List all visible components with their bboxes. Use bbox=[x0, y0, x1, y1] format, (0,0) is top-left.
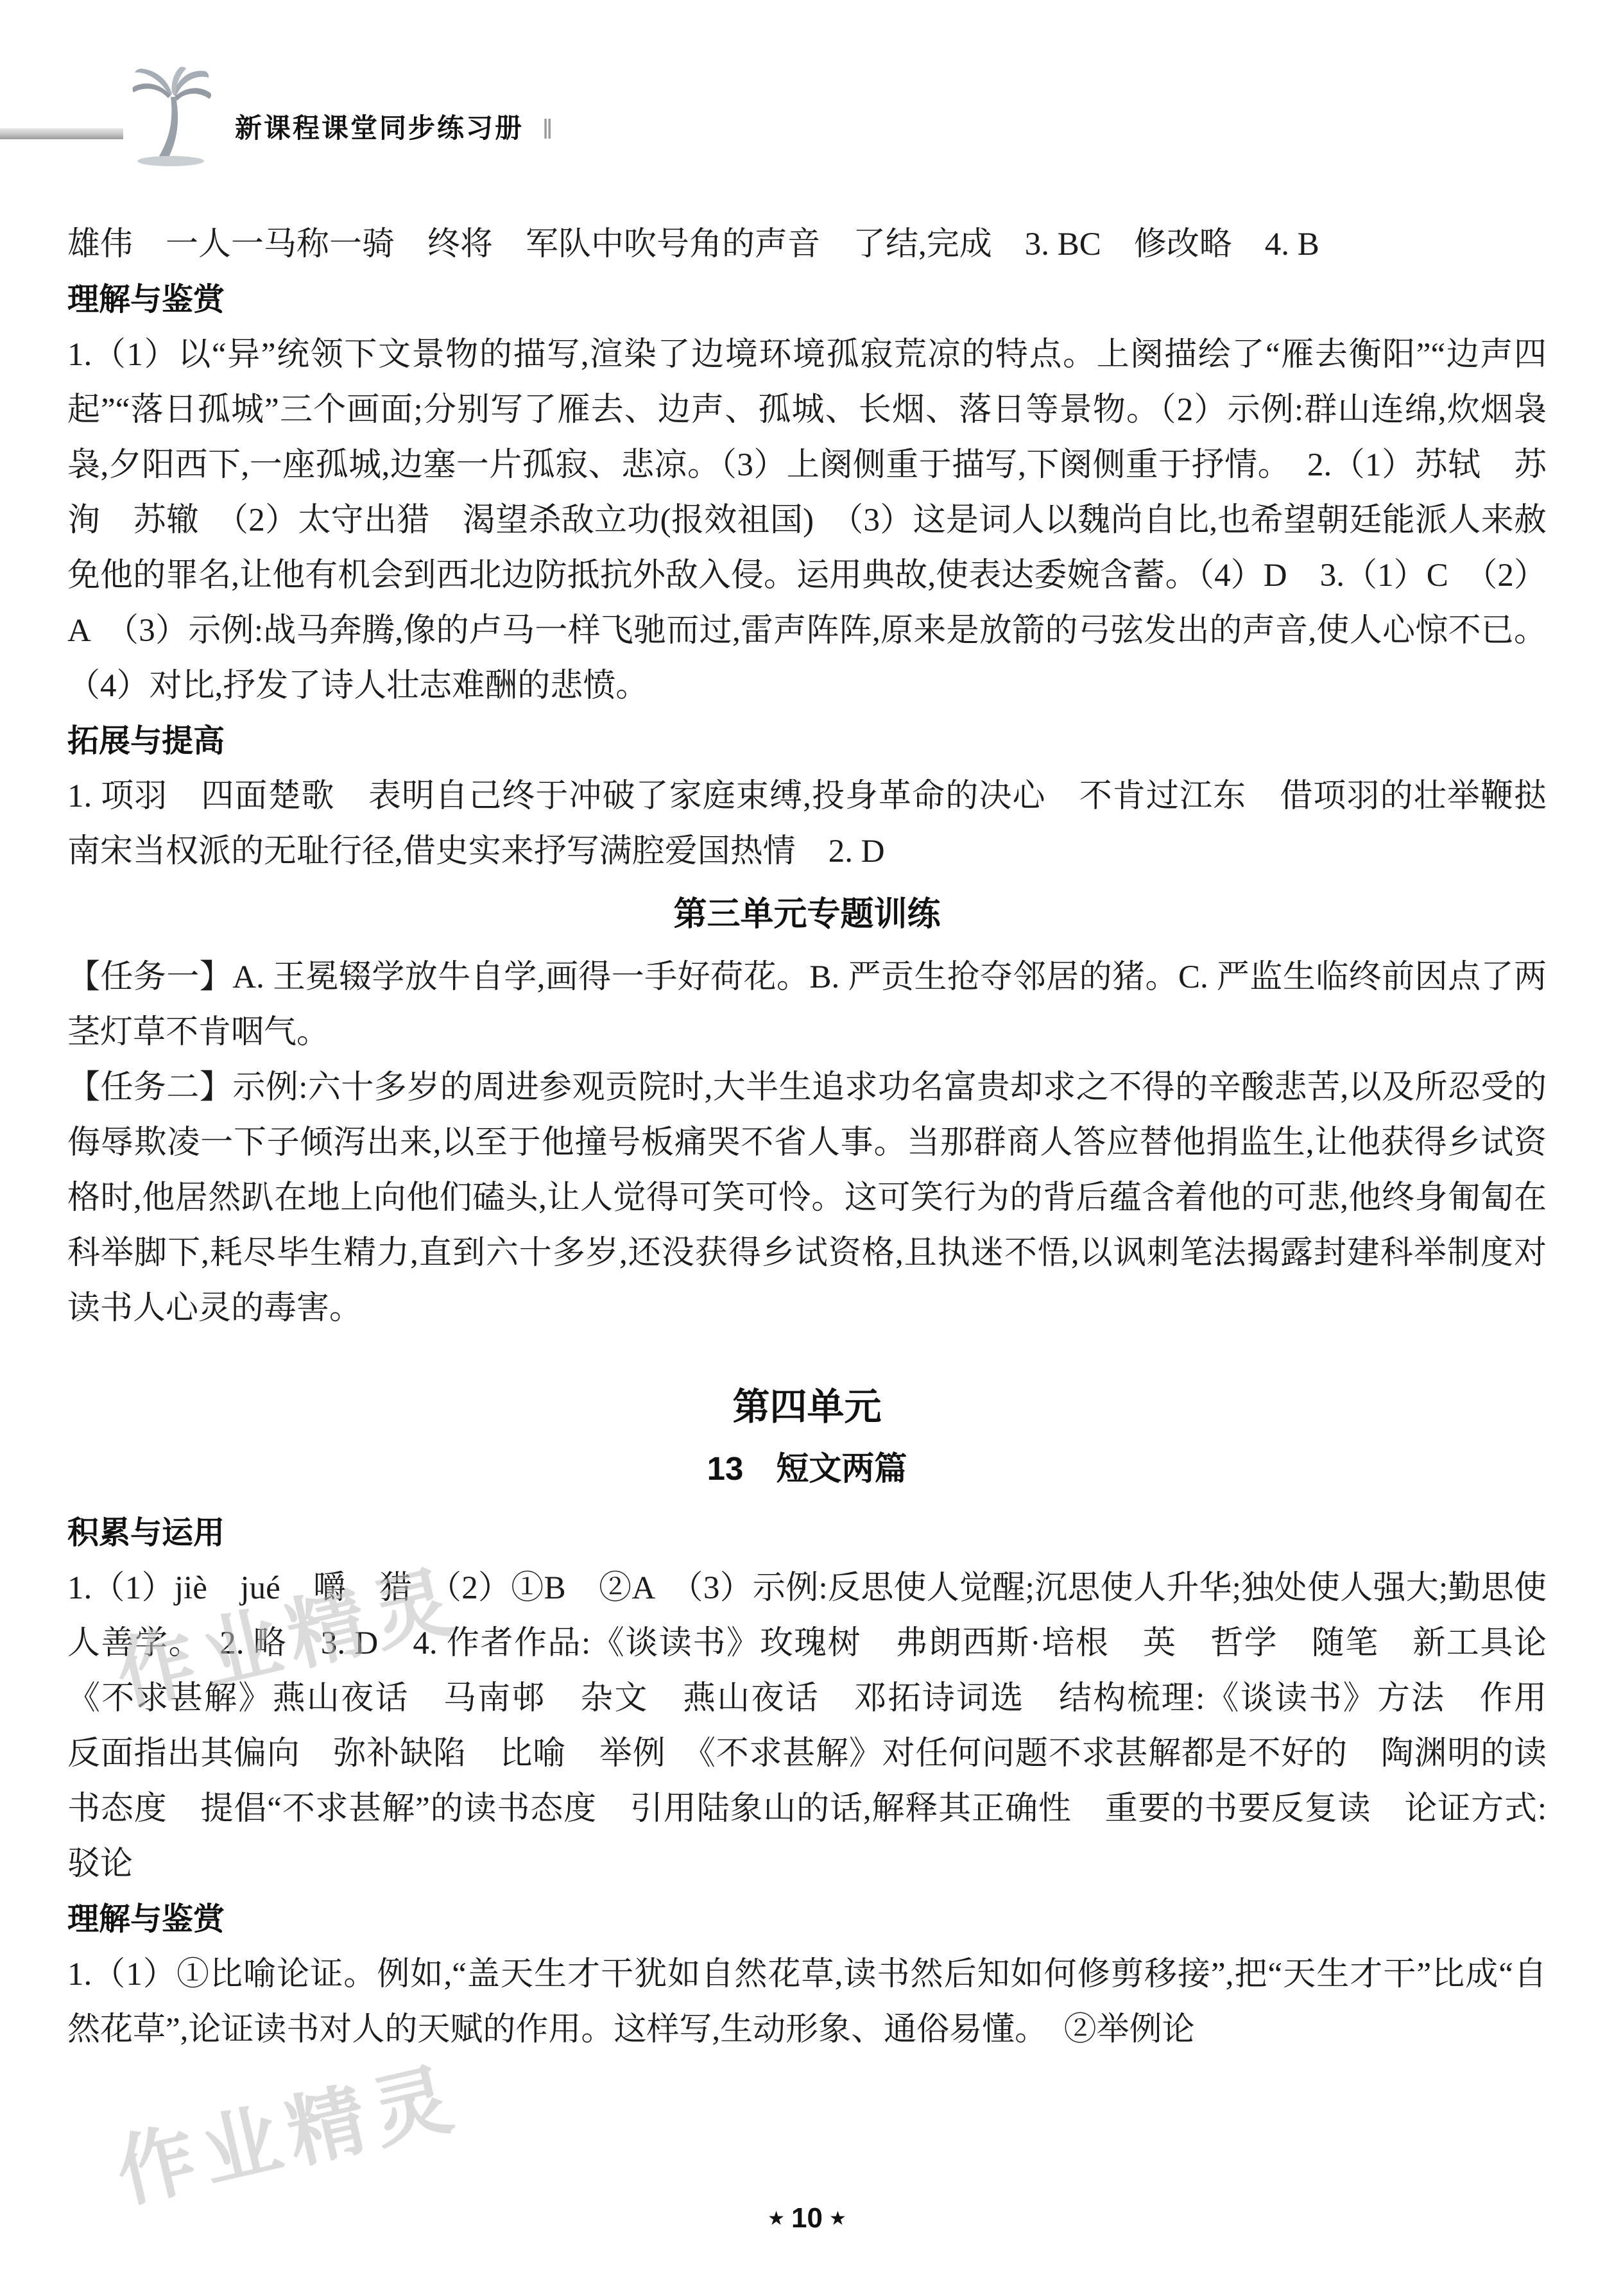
header-divider-icon: ‖ bbox=[543, 114, 553, 145]
palm-tree-icon bbox=[126, 61, 216, 170]
watermark: 作业精灵 bbox=[108, 1556, 468, 1720]
header-logo-group bbox=[126, 61, 552, 170]
page-footer bbox=[0, 2202, 1614, 2234]
workbook-title: 新课程课堂同步练习册 bbox=[235, 113, 524, 143]
answers-intro-line: 雄伟 一人一马称一骑 终将 军队中吹号角的声音 了结,完成 3. BC 修改略 4. B bbox=[67, 227, 1319, 262]
answer-content bbox=[0, 193, 1614, 2057]
unit4-heading: 第四单元 bbox=[732, 1386, 882, 1428]
watermark: 作业精灵 bbox=[108, 2053, 468, 2218]
section-heading-extension: 拓展与提高 bbox=[67, 724, 225, 758]
star-icon: ★ bbox=[768, 2207, 786, 2229]
answers-extension: 1. 项羽 四面楚歌 表明自己终于冲破了家庭束缚,投身革命的决心 不肯过江东 借项羽的壮举鞭挞南宋当权派的无耻行径,借史实来抒写满腔爱国热情 2. D bbox=[67, 778, 1547, 870]
section-heading-accumulation: 积累与运用 bbox=[67, 1516, 225, 1550]
answers-comprehension-2: 1.（1）①比喻论证。例如,“盖天生才干犹如自然花草,读书然后知如何修剪移接”,把“天生才干”比成“自然花草”,论证读书对人的天赋的作用。这样写,生动形象、通俗易懂。 ②举例论 bbox=[67, 1957, 1547, 2048]
section-heading-comprehension-2: 理解与鉴赏 bbox=[67, 1902, 225, 1937]
lesson13-heading: 13 短文两篇 bbox=[707, 1450, 907, 1487]
header-bar bbox=[0, 128, 123, 139]
answers-task-1: 【任务一】A. 王冕辍学放牛自学,画得一手好荷花。B. 严贡生抢夺邻居的猪。C. 严监生临终前因点了两茎灯草不肯咽气。 bbox=[67, 959, 1547, 1050]
answers-task-2: 【任务二】示例:六十多岁的周进参观贡院时,大半生追求功名富贵却求之不得的辛酸悲苦,以及所忍受的侮辱欺凌一下子倾泻出来,以至于他撞号板痛哭不省人事。当那群商人答应替他捐监生,让他获得乡试资格时,他居然趴在地上向他们磕头,让人觉得可笑可怜。这可笑行为的背后蕴含着他的可悲,他终身匍匐在科举脚下,耗尽毕生精力,直到六十多岁,还没获得乡试资格,且执迷不悟,以讽刺笔法揭露封建科举制度对读书人心灵的毒害。 bbox=[67, 1070, 1547, 1326]
section-heading-comprehension-1: 理解与鉴赏 bbox=[67, 282, 225, 317]
unit3-special-training-heading: 第三单元专题训练 bbox=[673, 896, 941, 933]
star-icon: ★ bbox=[828, 2207, 846, 2229]
answers-comprehension-1: 1.（1）以“异”统领下文景物的描写,渲染了边境环境孤寂荒凉的特点。上阕描绘了“雁去衡阳”“边声四起”“落日孤城”三个画面;分别写了雁去、边声、孤城、长烟、落日等景物。（2）示例:群山连绵,炊烟袅袅,夕阳西下,一座孤城,边塞一片孤寂、悲凉。（3）上阕侧重于描写,下阕侧重于抒情。 2.（1）苏轼 苏洵 苏辙 （2）太守出猎 渴望杀敌立功(报效祖国) （3）这是词人以魏尚自比,也希望朝廷能派人来赦免他的罪名,让他有机会到西北边防抵抗外敌入侵。运用典故,使表达委婉含蓄。（4）D 3.（1）C （2）A （3）示例:战马奔腾,像的卢马一样飞驰而过,雷声阵阵,原来是放箭的弓弦发出的声音,使人心惊不已。（4）对比,抒发了诗人壮志难酬的悲愤。 bbox=[67, 337, 1547, 704]
answers-accumulation: 1.（1）jiè jué 嚼 猎 （2）①B ②A （3）示例:反思使人觉醒;沉思使人升华;独处使人强大;勤思使人善学。 2. 略 3. D 4. 作者作品:《谈读书》玫瑰树 弗朗西斯·培根 英 哲学 随笔 新工具论 《不求甚解》燕山夜话 马南邨 杂文 燕山夜话 邓拓诗词选 结构梳理:《谈读书》方法 作用 反面指出其偏向 弥补缺陷 比喻 举例 《不求甚解》对任何问题不求甚解都是不好的 陶渊明的读书态度 提倡“不求甚解”的读书态度 引用陆象山的话,解释其正确性 重要的书要反复读 论证方式:驳论 bbox=[67, 1570, 1580, 1882]
page-header bbox=[0, 0, 1614, 193]
page-number: 10 bbox=[791, 2202, 823, 2234]
